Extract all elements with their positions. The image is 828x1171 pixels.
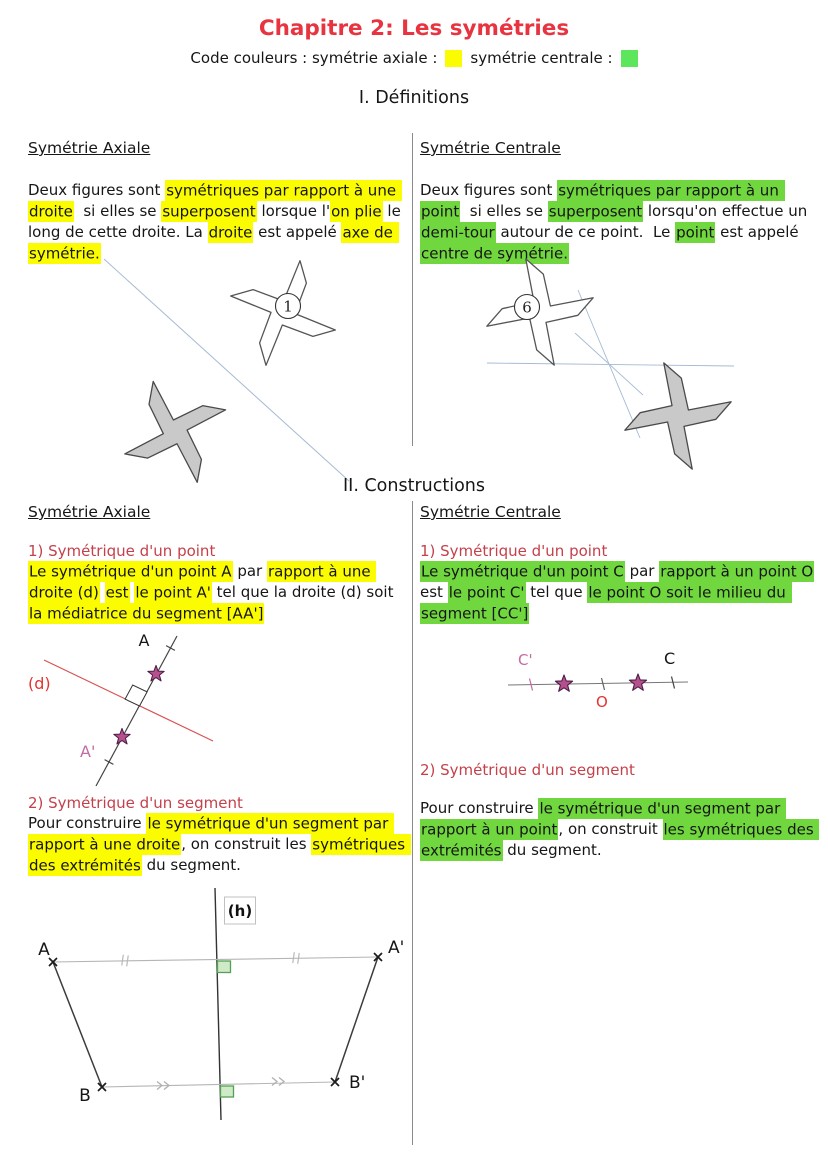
segment-A-prime-B-prime	[335, 957, 378, 1082]
axial-segment-figure	[20, 882, 420, 1150]
yellow-swatch	[445, 50, 462, 67]
star-marker-A-prime	[114, 728, 130, 744]
color-legend	[0, 49, 828, 67]
point-A-label: A	[38, 940, 50, 960]
axial-point-subtitle: 1) Symétrique d'un point	[28, 542, 216, 560]
legend-label-central: symétrie centrale :	[470, 49, 613, 67]
axial-point-text: Le symétrique d'un point A par rapport à une droite (d) est le point A' tel que la droite (d) soit la médiatrice du segment [AA']	[29, 562, 399, 622]
right-angle-square-top	[218, 961, 231, 973]
figure-number: 1	[283, 297, 293, 316]
axial-constructions-heading: Symétrie Axiale	[28, 503, 151, 521]
central-segment-subtitle: 2) Symétrique d'un segment	[420, 761, 635, 779]
segment-AA-line	[96, 636, 177, 786]
column-divider-top	[412, 133, 413, 446]
point-A-label: A	[138, 631, 150, 650]
axial-definition-heading: Symétrie Axiale	[28, 139, 151, 157]
line-h	[215, 888, 221, 1120]
legend-label-axial: Code couleurs : symétrie axiale :	[190, 49, 438, 67]
central-definition-text: Deux figures sont symétriques par rapport à un point si elles se superposent lorsqu'on effectue un demi-tour autour de ce point. Le point est appelé centre de symétrie.	[420, 181, 813, 262]
point-B-prime-label: B'	[349, 1073, 366, 1093]
axial-segment-text: Pour construire le symétrique d'un segment par rapport à une droite, on construit les symétriques des extrémités du segment.	[28, 814, 410, 874]
central-constructions-heading: Symétrie Centrale	[420, 503, 561, 521]
segment-B-B-prime-connector	[102, 1082, 335, 1087]
central-point-subtitle: 1) Symétrique d'un point	[420, 542, 608, 560]
right-angle-mark	[125, 685, 147, 706]
double-arrow-right	[272, 1078, 284, 1086]
central-definition-figure	[420, 252, 820, 474]
segment-A-A-prime-connector	[53, 957, 378, 962]
point-C-prime-label: C'	[518, 651, 533, 669]
central-point-text: Le symétrique d'un point C par rapport à un point O est le point C' tel que le point O soit le milieu du segment [CC']	[420, 562, 819, 622]
section-definitions-title: I. Définitions	[358, 88, 470, 108]
point-B-label: B	[79, 1086, 91, 1106]
segment-CC-line	[508, 682, 688, 685]
star-marker-left	[555, 675, 572, 691]
figure-number: 6	[522, 298, 532, 317]
right-angle-square-bottom	[221, 1086, 234, 1097]
green-swatch	[621, 50, 638, 67]
star-marker-right	[629, 674, 646, 690]
page-title: Chapitre 2: Les symétries	[258, 16, 570, 41]
segment-AB	[53, 962, 102, 1087]
central-definition-heading: Symétrie Centrale	[420, 139, 561, 157]
tick-near-A	[166, 646, 175, 651]
axial-point-figure	[20, 626, 410, 804]
section-constructions-title: II. Constructions	[343, 476, 485, 496]
tick-near-A-prime	[105, 760, 114, 765]
point-A-prime-label: A'	[388, 938, 405, 958]
point-O-label: O	[596, 693, 608, 711]
central-point-figure	[430, 646, 810, 726]
point-C-label: C	[664, 649, 676, 668]
line-d-label: (d)	[28, 674, 51, 693]
axial-segment-subtitle: 2) Symétrique d'un segment	[28, 794, 243, 812]
star-marker-A	[148, 665, 164, 681]
point-A-prime-label: A'	[80, 742, 96, 761]
central-segment-text: Pour construire le symétrique d'un segment par rapport à un point, on construit les symétriques des extrémités du segment.	[420, 799, 819, 859]
tick-O	[602, 678, 605, 690]
line-h-label: (h)	[227, 902, 253, 920]
axial-definition-text: Deux figures sont symétriques par rapport à une droite si elles se superposent lorsque l'on plie le long de cette droite. La droite est appelé axe de symétrie.	[28, 181, 406, 262]
axial-definition-figure	[20, 248, 410, 491]
